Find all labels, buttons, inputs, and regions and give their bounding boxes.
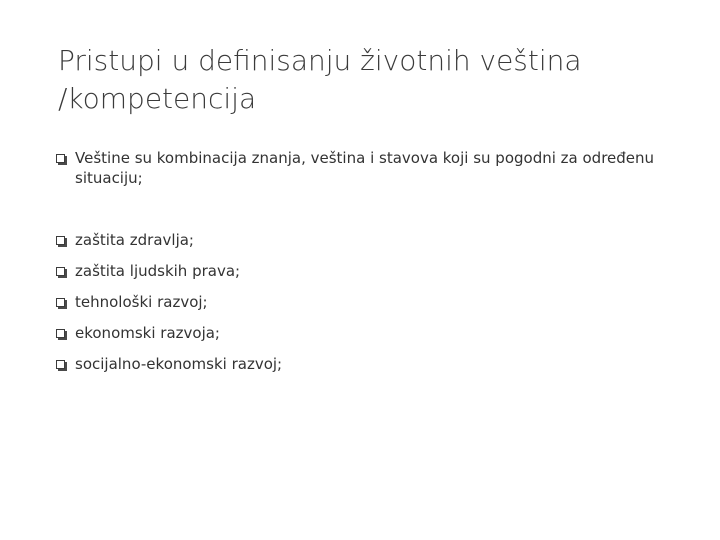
slide-title: Pristupi u definisanju životnih veština /kompetencija: [58, 44, 582, 115]
checkbox-square-icon: [56, 267, 65, 276]
list-item-text: socijalno-ekonomski razvoj;: [75, 355, 283, 373]
checkbox-square-icon: [56, 154, 65, 163]
list-item: [56, 148, 656, 188]
list-item-text: tehnološki razvoj;: [75, 293, 208, 311]
checkbox-square-icon: [56, 236, 65, 245]
list-item: [56, 292, 656, 312]
list-item: [56, 230, 656, 250]
list-item: [56, 323, 656, 343]
list-item-text: zaštita ljudskih prava;: [75, 262, 241, 280]
checkbox-square-icon: [56, 329, 65, 338]
checkbox-square-icon: [56, 298, 65, 307]
list-item-text: ekonomski razvoja;: [75, 324, 220, 342]
bullet-list: [56, 148, 656, 385]
list-item: [56, 261, 656, 281]
list-item: [56, 354, 656, 374]
list-item-text: zaštita zdravlja;: [75, 231, 194, 249]
checkbox-square-icon: [56, 360, 65, 369]
list-item-text: Veštine su kombinacija znanja, veština i stavova koji su pogodni za određenu situaciju;: [75, 149, 655, 187]
